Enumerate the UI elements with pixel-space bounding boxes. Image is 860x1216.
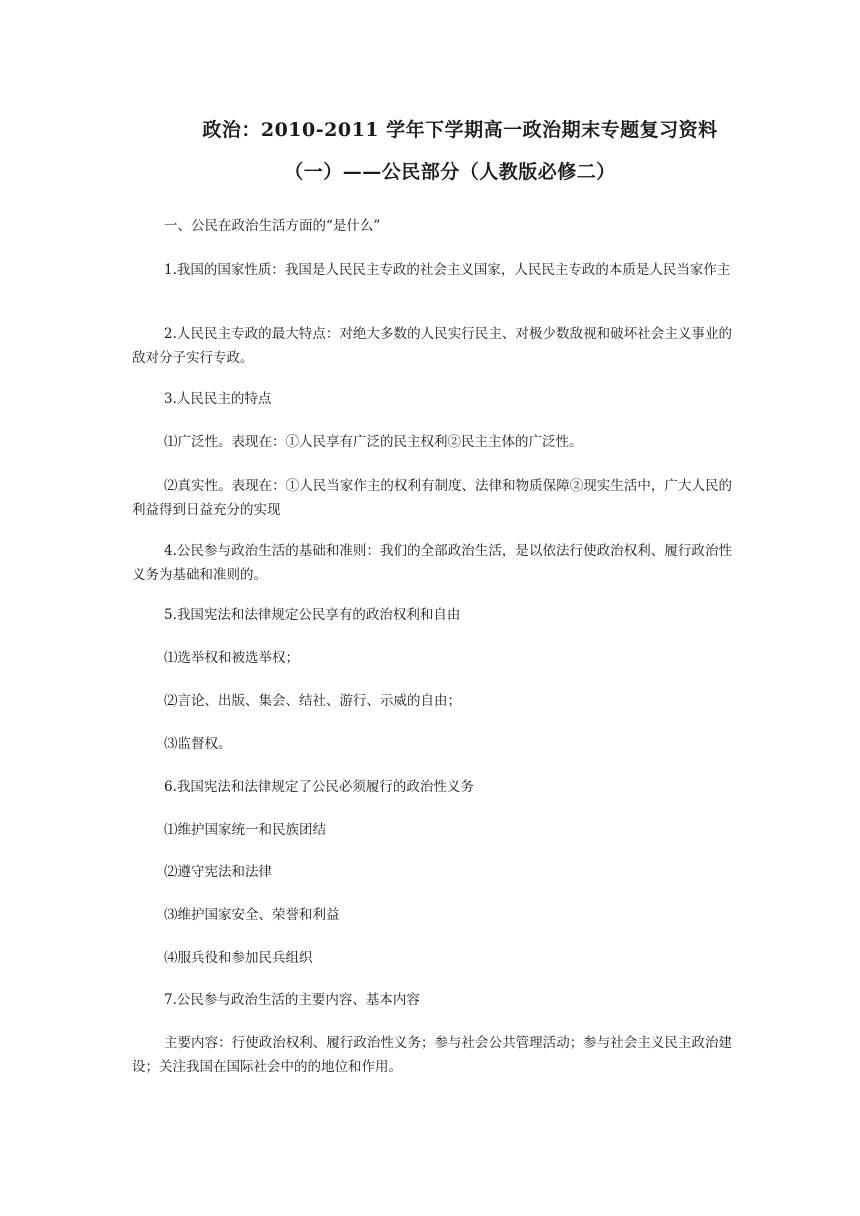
- paragraph: ⑴广泛性。表现在：①人民享有广泛的民主权利②民主主体的广泛性。: [164, 434, 583, 450]
- document-title-line-1: 政治：2010-2011 学年下学期高一政治期末专题复习资料: [202, 119, 718, 141]
- paragraph: ⑵遵守宪法和法律: [164, 864, 272, 880]
- paragraph: 7.公民参与政治生活的主要内容、基本内容: [164, 992, 420, 1008]
- paragraph: 4.公民参与政治生活的基础和准则：我们的全部政治生活，是以依法行使政治权利、履行政治性义务为基础和准则的。: [132, 543, 732, 583]
- document-title-line-2: （一）——公民部分（人教版必修二）: [284, 161, 616, 183]
- paragraph: ⑶维护国家安全、荣誉和利益: [164, 907, 340, 923]
- paragraph: 2.人民民主专政的最大特点：对绝大多数的人民实行民主、对极少数敌视和破坏社会主义事业的敌对分子实行专政。: [132, 326, 732, 366]
- paragraph: ⑴维护国家统一和民族团结: [164, 822, 326, 838]
- paragraph: ⑵真实性。表现在：①人民当家作主的权利有制度、法律和物质保障②现实生活中，广大人民的利益得到日益充分的实现: [132, 478, 732, 518]
- section-heading: 一、公民在政治生活方面的“是什么”: [164, 218, 381, 234]
- paragraph: 主要内容：行使政治权利、履行政治性义务；参与社会公共管理活动；参与社会主义民主政治建设；关注我国在国际社会中的的地位和作用。: [132, 1035, 732, 1075]
- paragraph: ⑴选举权和被选举权；: [164, 650, 299, 666]
- paragraph: 5.我国宪法和法律规定公民享有的政治权利和自由: [164, 607, 461, 623]
- paragraph: ⑶监督权。: [164, 736, 232, 752]
- paragraph: 1.我国的国家性质：我国是人民民主专政的社会主义国家，人民民主专政的本质是人民当家作主: [164, 262, 731, 278]
- paragraph: 3.人民民主的特点: [164, 391, 272, 407]
- paragraph: 6.我国宪法和法律规定了公民必须履行的政治性义务: [164, 779, 474, 795]
- paragraph: ⑷服兵役和参加民兵组织: [164, 950, 313, 966]
- paragraph: ⑵言论、出版、集会、结社、游行、示威的自由；: [164, 693, 461, 709]
